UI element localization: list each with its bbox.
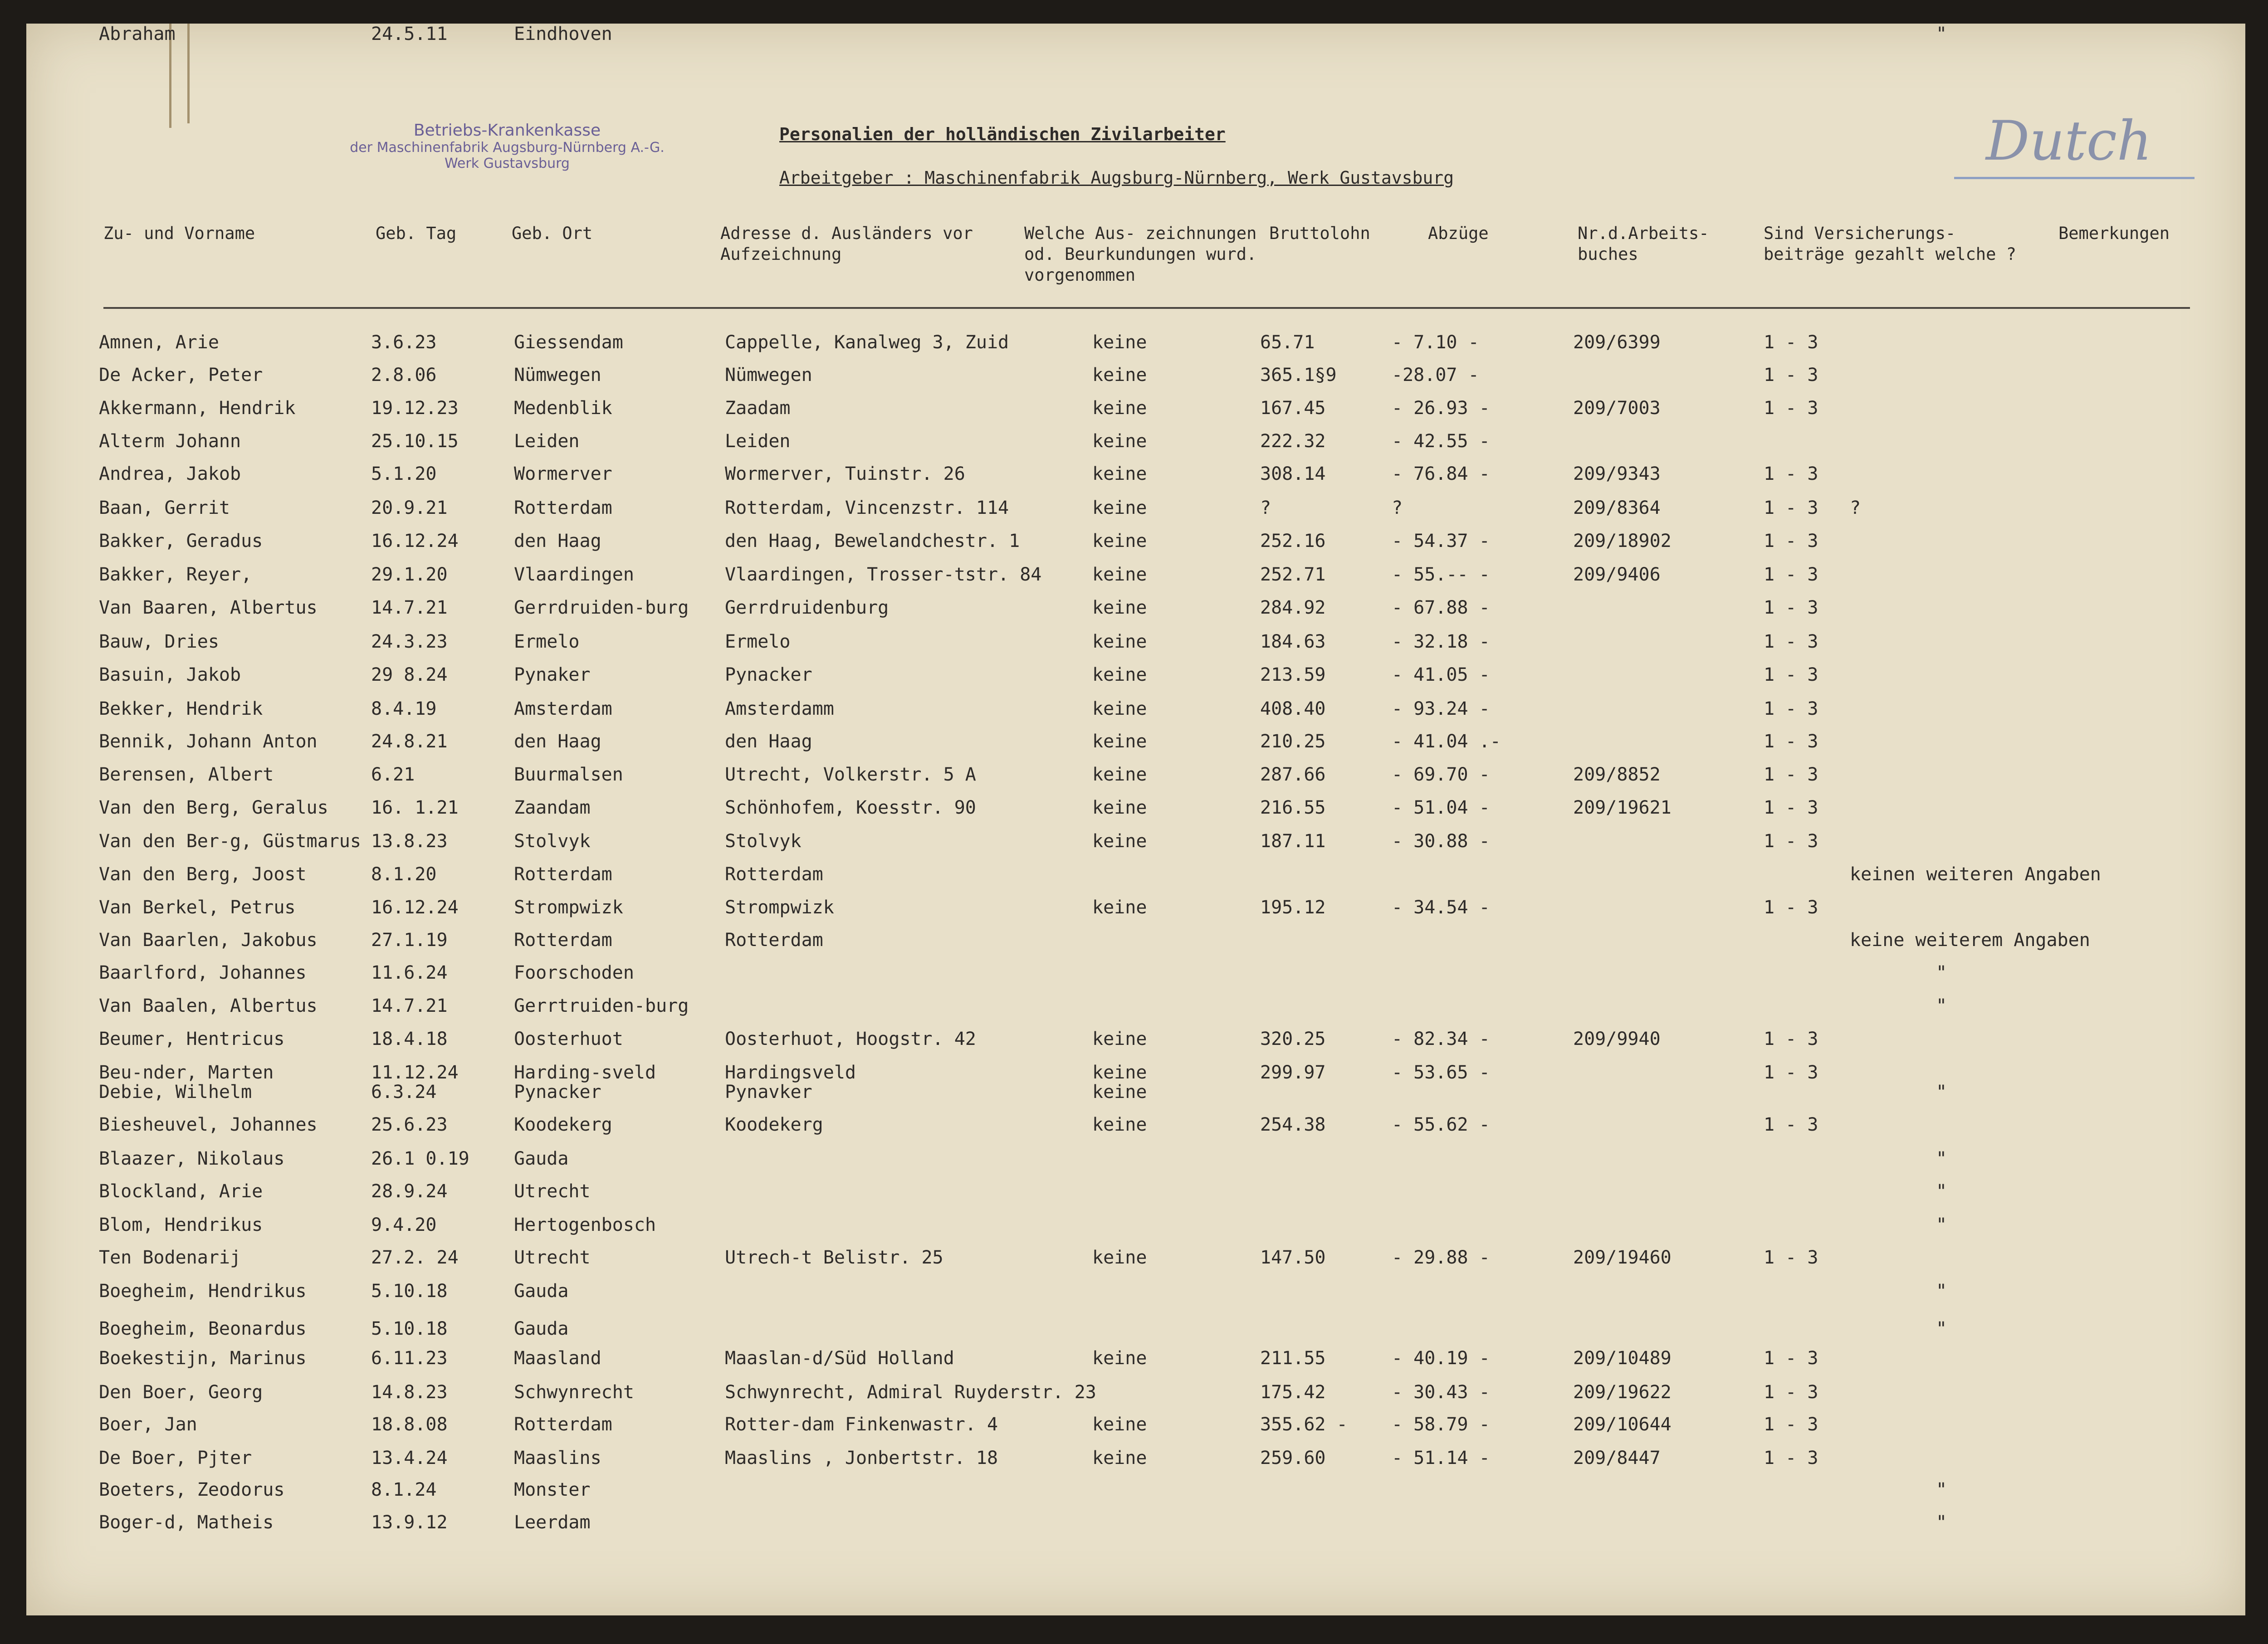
cell-birth-place: Medenblik	[514, 398, 612, 419]
cell-book-number: 209/8364	[1573, 498, 1661, 518]
cell-birth-place: Monster	[514, 1479, 591, 1500]
cell-name: Beu-nder, Marten	[99, 1062, 274, 1083]
cell-address: Schönhofem, Koesstr. 90	[725, 797, 976, 818]
cell-gross: 308.14	[1260, 463, 1326, 484]
cell-address: Hardingsveld	[725, 1062, 856, 1083]
cell-gross: 284.92	[1260, 597, 1326, 618]
cell-insurance: 1 - 3	[1764, 631, 1818, 652]
cell-address: Vlaardingen, Trosser-tstr. 84	[725, 564, 1042, 585]
cell-birth-place: Harding-sveld	[514, 1062, 656, 1083]
cell-deductions: - 55.62 -	[1392, 1114, 1490, 1135]
cell-birth-place: Buurmalsen	[514, 764, 623, 785]
cell-birth-place: Leerdam	[514, 1512, 591, 1533]
cell-gross: 167.45	[1260, 398, 1326, 419]
cell-insurance: 1 - 3	[1764, 365, 1818, 385]
cell-birth-place: Maaslins	[514, 1448, 601, 1468]
cell-deductions: - 55.-- -	[1392, 564, 1490, 585]
note-underline	[1954, 177, 2195, 179]
cell-deductions: - 51.04 -	[1392, 797, 1490, 818]
cell-birth-date: 27.1.19	[371, 930, 448, 951]
cell-birth-date: 8.1.20	[371, 864, 437, 885]
cell-gross: 365.1§9	[1260, 365, 1337, 385]
cell-birth-place: Rotterdam	[514, 1414, 612, 1435]
cell-birth-date: 18.4.18	[371, 1029, 448, 1049]
cell-insurance: 1 - 3	[1764, 1414, 1818, 1435]
cell-remarks: "	[1936, 1479, 1947, 1500]
cell-birth-place: Rotterdam	[514, 498, 612, 518]
cell-insurance: 1 - 3	[1764, 831, 1818, 852]
cell-birth-place: Gauda	[514, 1281, 569, 1302]
handwritten-note: Dutch	[1986, 110, 2152, 173]
cell-book-number: 209/6399	[1573, 332, 1661, 353]
cell-book-number: 209/9406	[1573, 564, 1661, 585]
cell-insurance: 1 - 3	[1764, 764, 1818, 785]
header-marks: Welche Aus- zeichnungen od. Beurkundungen wurd. vorgenommen	[1024, 224, 1257, 285]
cell-birth-date: 14.7.21	[371, 995, 448, 1016]
cell-marks: keine	[1092, 564, 1147, 585]
cell-name: Baan, Gerrit	[99, 498, 230, 518]
cell-deductions: - 41.05 -	[1392, 664, 1490, 685]
cell-name: De Boer, Pjter	[99, 1448, 252, 1468]
cell-deductions: ?	[1392, 498, 1403, 518]
cell-marks: keine	[1092, 631, 1147, 652]
cell-name: Beumer, Hentricus	[99, 1029, 285, 1049]
cell-deductions: - 30.43 -	[1392, 1382, 1490, 1403]
cell-marks: keine	[1092, 1029, 1147, 1049]
cell-marks: keine	[1092, 531, 1147, 551]
cell-book-number: 209/19460	[1573, 1247, 1672, 1268]
header-insurance: Sind Versicherungs- beiträge gezahlt welche ?	[1764, 224, 2016, 264]
cell-gross: 320.25	[1260, 1029, 1326, 1049]
cell-name: Van Berkel, Petrus	[99, 897, 296, 918]
cell-insurance: 1 - 3	[1764, 1448, 1818, 1468]
header-remarks: Bemerkungen	[2058, 224, 2170, 243]
cell-marks: keine	[1092, 1082, 1147, 1103]
cell-deductions: - 58.79 -	[1392, 1414, 1490, 1435]
cell-birth-date: 25.6.23	[371, 1114, 448, 1135]
cell-book-number: 209/8447	[1573, 1448, 1661, 1468]
cell-deductions: - 7.10 -	[1392, 332, 1479, 353]
cell-remarks: "	[1936, 1181, 1947, 1202]
cell-birth-place: Schwynrecht	[514, 1382, 634, 1403]
cell-birth-date: 2.8.06	[371, 365, 437, 385]
cell-remarks: "	[1936, 1082, 1947, 1103]
cell-book-number: 209/18902	[1573, 531, 1672, 551]
cell-remarks: "	[1936, 1318, 1947, 1339]
cell-birth-place: Gauda	[514, 1318, 569, 1339]
cell-deductions: - 76.84 -	[1392, 463, 1490, 484]
cell-name: Boger-d, Matheis	[99, 1512, 274, 1533]
cell-name: Boegheim, Hendrikus	[99, 1281, 307, 1302]
cell-name: Bekker, Hendrik	[99, 698, 263, 719]
document-sheet	[26, 24, 2245, 1615]
cell-name: Berensen, Albert	[99, 764, 274, 785]
header-address: Adresse d. Ausländers vor Aufzeichnung	[720, 224, 973, 264]
cell-name: Van den Ber-g, Güstmarus	[99, 831, 361, 852]
stamp	[280, 121, 734, 171]
cell-birth-date: 26.1 0.19	[371, 1148, 469, 1169]
cell-birth-place: Pynacker	[514, 1082, 601, 1103]
cell-birth-date: 27.2. 24	[371, 1247, 459, 1268]
cell-address: Oosterhuot, Hoogstr. 42	[725, 1029, 976, 1049]
cell-birth-place: Ermelo	[514, 631, 580, 652]
cell-remarks: "	[1936, 1281, 1947, 1302]
cell-name: Alterm Johann	[99, 431, 241, 452]
header-book-number: Nr.d.Arbeits- buches	[1578, 224, 1709, 264]
cell-birth-place: Wormerver	[514, 463, 612, 484]
cell-address: Utrech-t Belistr. 25	[725, 1247, 943, 1268]
cell-insurance: 1 - 3	[1764, 897, 1818, 918]
cell-book-number: 209/7003	[1573, 398, 1661, 419]
cell-deductions: -28.07 -	[1392, 365, 1479, 385]
cell-birth-place: Amsterdam	[514, 698, 612, 719]
cell-remarks: keine weiterem Angaben	[1850, 930, 2090, 951]
cell-book-number: 209/19621	[1573, 797, 1672, 818]
cell-book-number: 209/8852	[1573, 764, 1661, 785]
cell-address: Koodekerg	[725, 1114, 823, 1135]
cell-gross: 408.40	[1260, 698, 1326, 719]
cell-insurance: 1 - 3	[1764, 797, 1818, 818]
cell-name: De Acker, Peter	[99, 365, 263, 385]
cell-name: Ten Bodenarij	[99, 1247, 241, 1268]
cell-address: Pynacker	[725, 664, 812, 685]
cell-birth-date: 13.9.12	[371, 1512, 448, 1533]
cell-birth-place: Vlaardingen	[514, 564, 634, 585]
cell-marks: keine	[1092, 1348, 1147, 1369]
cell-deductions: - 93.24 -	[1392, 698, 1490, 719]
cell-address: Strompwizk	[725, 897, 834, 918]
cell-insurance: 1 - 3	[1764, 731, 1818, 752]
cell-birth-date: 9.4.20	[371, 1215, 437, 1235]
cell-deductions: - 69.70 -	[1392, 764, 1490, 785]
cell-birth-date: 6.11.23	[371, 1348, 448, 1369]
cell-deductions: - 42.55 -	[1392, 431, 1490, 452]
cell-remarks: "	[1936, 1215, 1947, 1235]
cell-insurance: 1 - 3	[1764, 498, 1818, 518]
cell-marks: keine	[1092, 1247, 1147, 1268]
cell-birth-date: 20.9.21	[371, 498, 448, 518]
cell-name: Biesheuvel, Johannes	[99, 1114, 318, 1135]
cell-birth-date: 28.9.24	[371, 1181, 448, 1202]
cell-name: Amnen, Arie	[99, 332, 219, 353]
cell-deductions: - 67.88 -	[1392, 597, 1490, 618]
header-deductions: Abzüge	[1428, 224, 1489, 243]
cell-marks: keine	[1092, 332, 1147, 353]
cell-book-number: 209/10644	[1573, 1414, 1672, 1435]
cell-remarks: "	[1936, 24, 1947, 44]
cell-marks: keine	[1092, 664, 1147, 685]
cell-birth-date: 14.8.23	[371, 1382, 448, 1403]
cell-gross: 213.59	[1260, 664, 1326, 685]
cell-remarks: "	[1936, 995, 1947, 1016]
cell-name: Bakker, Reyer,	[99, 564, 252, 585]
cell-name: Bennik, Johann Anton	[99, 731, 318, 752]
cell-insurance: 1 - 3	[1764, 332, 1818, 353]
cell-address: Ermelo	[725, 631, 791, 652]
cell-marks: keine	[1092, 365, 1147, 385]
cell-birth-place: Rotterdam	[514, 930, 612, 951]
cell-deductions: - 30.88 -	[1392, 831, 1490, 852]
cell-deductions: - 54.37 -	[1392, 531, 1490, 551]
cell-birth-date: 16.12.24	[371, 531, 459, 551]
cell-insurance: 1 - 3	[1764, 564, 1818, 585]
cell-address: Pynavker	[725, 1082, 812, 1103]
cell-address: Zaadam	[725, 398, 791, 419]
cell-gross: 252.16	[1260, 531, 1326, 551]
cell-gross: 184.63	[1260, 631, 1326, 652]
cell-gross: 211.55	[1260, 1348, 1326, 1369]
cell-birth-place: Leiden	[514, 431, 580, 452]
cell-name: Van Baaren, Albertus	[99, 597, 318, 618]
cell-insurance: 1 - 3	[1764, 531, 1818, 551]
cell-address: Rotterdam, Vincenzstr. 114	[725, 498, 1009, 518]
stamp-line-1: Betriebs-Krankenkasse	[413, 121, 601, 140]
cell-birth-place: den Haag	[514, 531, 601, 551]
cell-birth-place: Strompwizk	[514, 897, 623, 918]
cell-insurance: 1 - 3	[1764, 698, 1818, 719]
cell-name: Baarlford, Johannes	[99, 962, 307, 983]
cell-birth-place: Pynaker	[514, 664, 591, 685]
cell-name: Den Boer, Georg	[99, 1382, 263, 1403]
cell-insurance: 1 - 3	[1764, 1062, 1818, 1083]
cell-birth-place: Zaandam	[514, 797, 591, 818]
cell-birth-place: Giessendam	[514, 332, 623, 353]
cell-name: Van den Berg, Geralus	[99, 797, 328, 818]
cell-marks: keine	[1092, 731, 1147, 752]
cell-birth-place: Gauda	[514, 1148, 569, 1169]
cell-insurance: 1 - 3	[1764, 597, 1818, 618]
cell-book-number: 209/19622	[1573, 1382, 1672, 1403]
cell-gross: 65.71	[1260, 332, 1315, 353]
cell-birth-date: 13.8.23	[371, 831, 448, 852]
cell-birth-date: 5.1.20	[371, 463, 437, 484]
cell-marks: keine	[1092, 597, 1147, 618]
cell-birth-place: den Haag	[514, 731, 601, 752]
cell-name: Boekestijn, Marinus	[99, 1348, 307, 1369]
cell-deductions: - 51.14 -	[1392, 1448, 1490, 1468]
cell-marks: keine	[1092, 1114, 1147, 1135]
cell-name: Andrea, Jakob	[99, 463, 241, 484]
cell-marks: keine	[1092, 1448, 1147, 1468]
cell-gross: 259.60	[1260, 1448, 1326, 1468]
cell-gross: 187.11	[1260, 831, 1326, 852]
cell-birth-date: 6.3.24	[371, 1082, 437, 1103]
cell-marks: keine	[1092, 431, 1147, 452]
cell-name: Boegheim, Beonardus	[99, 1318, 307, 1339]
stamp-line-3: Werk Gustavsburg	[445, 156, 570, 171]
cell-name: Blom, Hendrikus	[99, 1215, 263, 1235]
cell-name: Basuin, Jakob	[99, 664, 241, 685]
cell-marks: keine	[1092, 1062, 1147, 1083]
cell-insurance: 1 - 3	[1764, 1114, 1818, 1135]
cell-name: Blaazer, Nikolaus	[99, 1148, 285, 1169]
cell-birth-date: 14.7.21	[371, 597, 448, 618]
cell-address: Amsterdamm	[725, 698, 834, 719]
header-name: Zu- und Vorname	[103, 224, 255, 243]
header-birth-place: Geb. Ort	[512, 224, 593, 243]
cell-birth-date: 5.10.18	[371, 1281, 448, 1302]
cell-birth-place: Foorschoden	[514, 962, 634, 983]
cell-gross: 216.55	[1260, 797, 1326, 818]
cell-address: Rotterdam	[725, 930, 823, 951]
document-title: Personalien der holländischen Zivilarbeiter	[779, 124, 1226, 144]
cell-address: Rotterdam	[725, 864, 823, 885]
cell-address: Maaslan-d/Süd Holland	[725, 1348, 954, 1369]
cell-address: den Haag	[725, 731, 812, 752]
cell-deductions: - 32.18 -	[1392, 631, 1490, 652]
cell-insurance: 1 - 3	[1764, 1382, 1818, 1403]
cell-birth-date: 24.8.21	[371, 731, 448, 752]
cell-gross: 287.66	[1260, 764, 1326, 785]
header-gross: Bruttolohn	[1269, 224, 1370, 243]
cell-deductions: - 41.04 .-	[1392, 731, 1501, 752]
cell-address: Utrecht, Volkerstr. 5 A	[725, 764, 976, 785]
cell-insurance: 1 - 3	[1764, 463, 1818, 484]
cell-name: Van Baalen, Albertus	[99, 995, 318, 1016]
cell-birth-place: Utrecht	[514, 1181, 591, 1202]
cell-name: Bakker, Geradus	[99, 531, 263, 551]
cell-birth-date: 24.3.23	[371, 631, 448, 652]
stamp-line-2: der Maschinenfabrik Augsburg-Nürnberg A.-G.	[350, 140, 665, 156]
cell-birth-place: Utrecht	[514, 1247, 591, 1268]
cell-name: Abraham	[99, 24, 176, 44]
cell-gross: 254.38	[1260, 1114, 1326, 1135]
cell-book-number: 209/10489	[1573, 1348, 1672, 1369]
cell-marks: keine	[1092, 897, 1147, 918]
cell-insurance: 1 - 3	[1764, 1247, 1818, 1268]
cell-deductions: - 40.19 -	[1392, 1348, 1490, 1369]
cell-marks: keine	[1092, 831, 1147, 852]
cell-birth-place: Rotterdam	[514, 864, 612, 885]
cell-book-number: 209/9940	[1573, 1029, 1661, 1049]
cell-marks: keine	[1092, 498, 1147, 518]
cell-birth-date: 8.1.24	[371, 1479, 437, 1500]
cell-birth-date: 29.1.20	[371, 564, 448, 585]
cell-birth-place: Gerrdruiden-burg	[514, 597, 689, 618]
cell-birth-date: 13.4.24	[371, 1448, 448, 1468]
cell-birth-place: Koodekerg	[514, 1114, 612, 1135]
cell-name: Debie, Wilhelm	[99, 1082, 252, 1103]
cell-gross: 175.42	[1260, 1382, 1326, 1403]
cell-address: Wormerver, Tuinstr. 26	[725, 463, 965, 484]
cell-birth-date: 16. 1.21	[371, 797, 459, 818]
cell-birth-place: Stolvyk	[514, 831, 591, 852]
header-birth-date: Geb. Tag	[376, 224, 457, 243]
cell-birth-place: Nümwegen	[514, 365, 601, 385]
cell-remarks: ?	[1850, 498, 1861, 518]
cell-birth-date: 16.12.24	[371, 897, 459, 918]
cell-marks: keine	[1092, 797, 1147, 818]
cell-address: Cappelle, Kanalweg 3, Zuid	[725, 332, 1009, 353]
cell-address: den Haag, Bewelandchestr. 1	[725, 531, 1020, 551]
cell-gross: 222.32	[1260, 431, 1326, 452]
cell-birth-date: 25.10.15	[371, 431, 459, 452]
cell-address: Rotter-dam Finkenwastr. 4	[725, 1414, 998, 1435]
cell-birth-place: Hertogenbosch	[514, 1215, 656, 1235]
cell-birth-date: 19.12.23	[371, 398, 459, 419]
cell-birth-place: Eindhoven	[514, 24, 612, 44]
cell-remarks: keinen weiteren Angaben	[1850, 864, 2101, 885]
cell-name: Van den Berg, Joost	[99, 864, 307, 885]
cell-name: Boeters, Zeodorus	[99, 1479, 285, 1500]
cell-birth-date: 24.5.11	[371, 24, 448, 44]
cell-insurance: 1 - 3	[1764, 398, 1818, 419]
cell-gross: 355.62 -	[1260, 1414, 1348, 1435]
employer-line: Arbeitgeber : Maschinenfabrik Augsburg-Nürnberg, Werk Gustavsburg	[779, 168, 1454, 188]
cell-name: Blockland, Arie	[99, 1181, 263, 1202]
cell-deductions: - 34.54 -	[1392, 897, 1490, 918]
cell-name: Boer, Jan	[99, 1414, 197, 1435]
cell-birth-date: 11.12.24	[371, 1062, 459, 1083]
cell-deductions: - 82.34 -	[1392, 1029, 1490, 1049]
cell-marks: keine	[1092, 398, 1147, 419]
cell-marks: keine	[1092, 463, 1147, 484]
cell-address: Leiden	[725, 431, 791, 452]
cell-gross: ?	[1260, 498, 1271, 518]
cell-birth-place: Gerrtruiden-burg	[514, 995, 689, 1016]
cell-address: Gerrdruidenburg	[725, 597, 889, 618]
cell-address: Stolvyk	[725, 831, 802, 852]
cell-birth-date: 8.4.19	[371, 698, 437, 719]
cell-birth-date: 3.6.23	[371, 332, 437, 353]
cell-remarks: "	[1936, 1512, 1947, 1533]
binder-mark	[187, 24, 190, 123]
cell-marks: keine	[1092, 698, 1147, 719]
cell-remarks: "	[1936, 962, 1947, 983]
cell-remarks: "	[1936, 1148, 1947, 1169]
cell-birth-place: Oosterhuot	[514, 1029, 623, 1049]
cell-deductions: - 26.93 -	[1392, 398, 1490, 419]
cell-gross: 195.12	[1260, 897, 1326, 918]
cell-address: Maaslins , Jonbertstr. 18	[725, 1448, 998, 1468]
cell-insurance: 1 - 3	[1764, 1029, 1818, 1049]
cell-gross: 299.97	[1260, 1062, 1326, 1083]
cell-gross: 210.25	[1260, 731, 1326, 752]
cell-insurance: 1 - 3	[1764, 664, 1818, 685]
cell-address: Schwynrecht, Admiral Ruyderstr. 23	[725, 1382, 1096, 1403]
cell-birth-date: 6.21	[371, 764, 415, 785]
cell-birth-date: 11.6.24	[371, 962, 448, 983]
cell-name: Akkermann, Hendrik	[99, 398, 296, 419]
cell-birth-date: 18.8.08	[371, 1414, 448, 1435]
cell-gross: 252.71	[1260, 564, 1326, 585]
cell-birth-date: 5.10.18	[371, 1318, 448, 1339]
cell-name: Van Baarlen, Jakobus	[99, 930, 318, 951]
cell-gross: 147.50	[1260, 1247, 1326, 1268]
cell-marks: keine	[1092, 1414, 1147, 1435]
cell-address: Nümwegen	[725, 365, 812, 385]
cell-insurance: 1 - 3	[1764, 1348, 1818, 1369]
cell-birth-place: Maasland	[514, 1348, 601, 1369]
cell-marks: keine	[1092, 764, 1147, 785]
cell-birth-date: 29 8.24	[371, 664, 448, 685]
cell-book-number: 209/9343	[1573, 463, 1661, 484]
cell-deductions: - 53.65 -	[1392, 1062, 1490, 1083]
cell-name: Bauw, Dries	[99, 631, 219, 652]
header-rule	[103, 307, 2190, 309]
cell-deductions: - 29.88 -	[1392, 1247, 1490, 1268]
